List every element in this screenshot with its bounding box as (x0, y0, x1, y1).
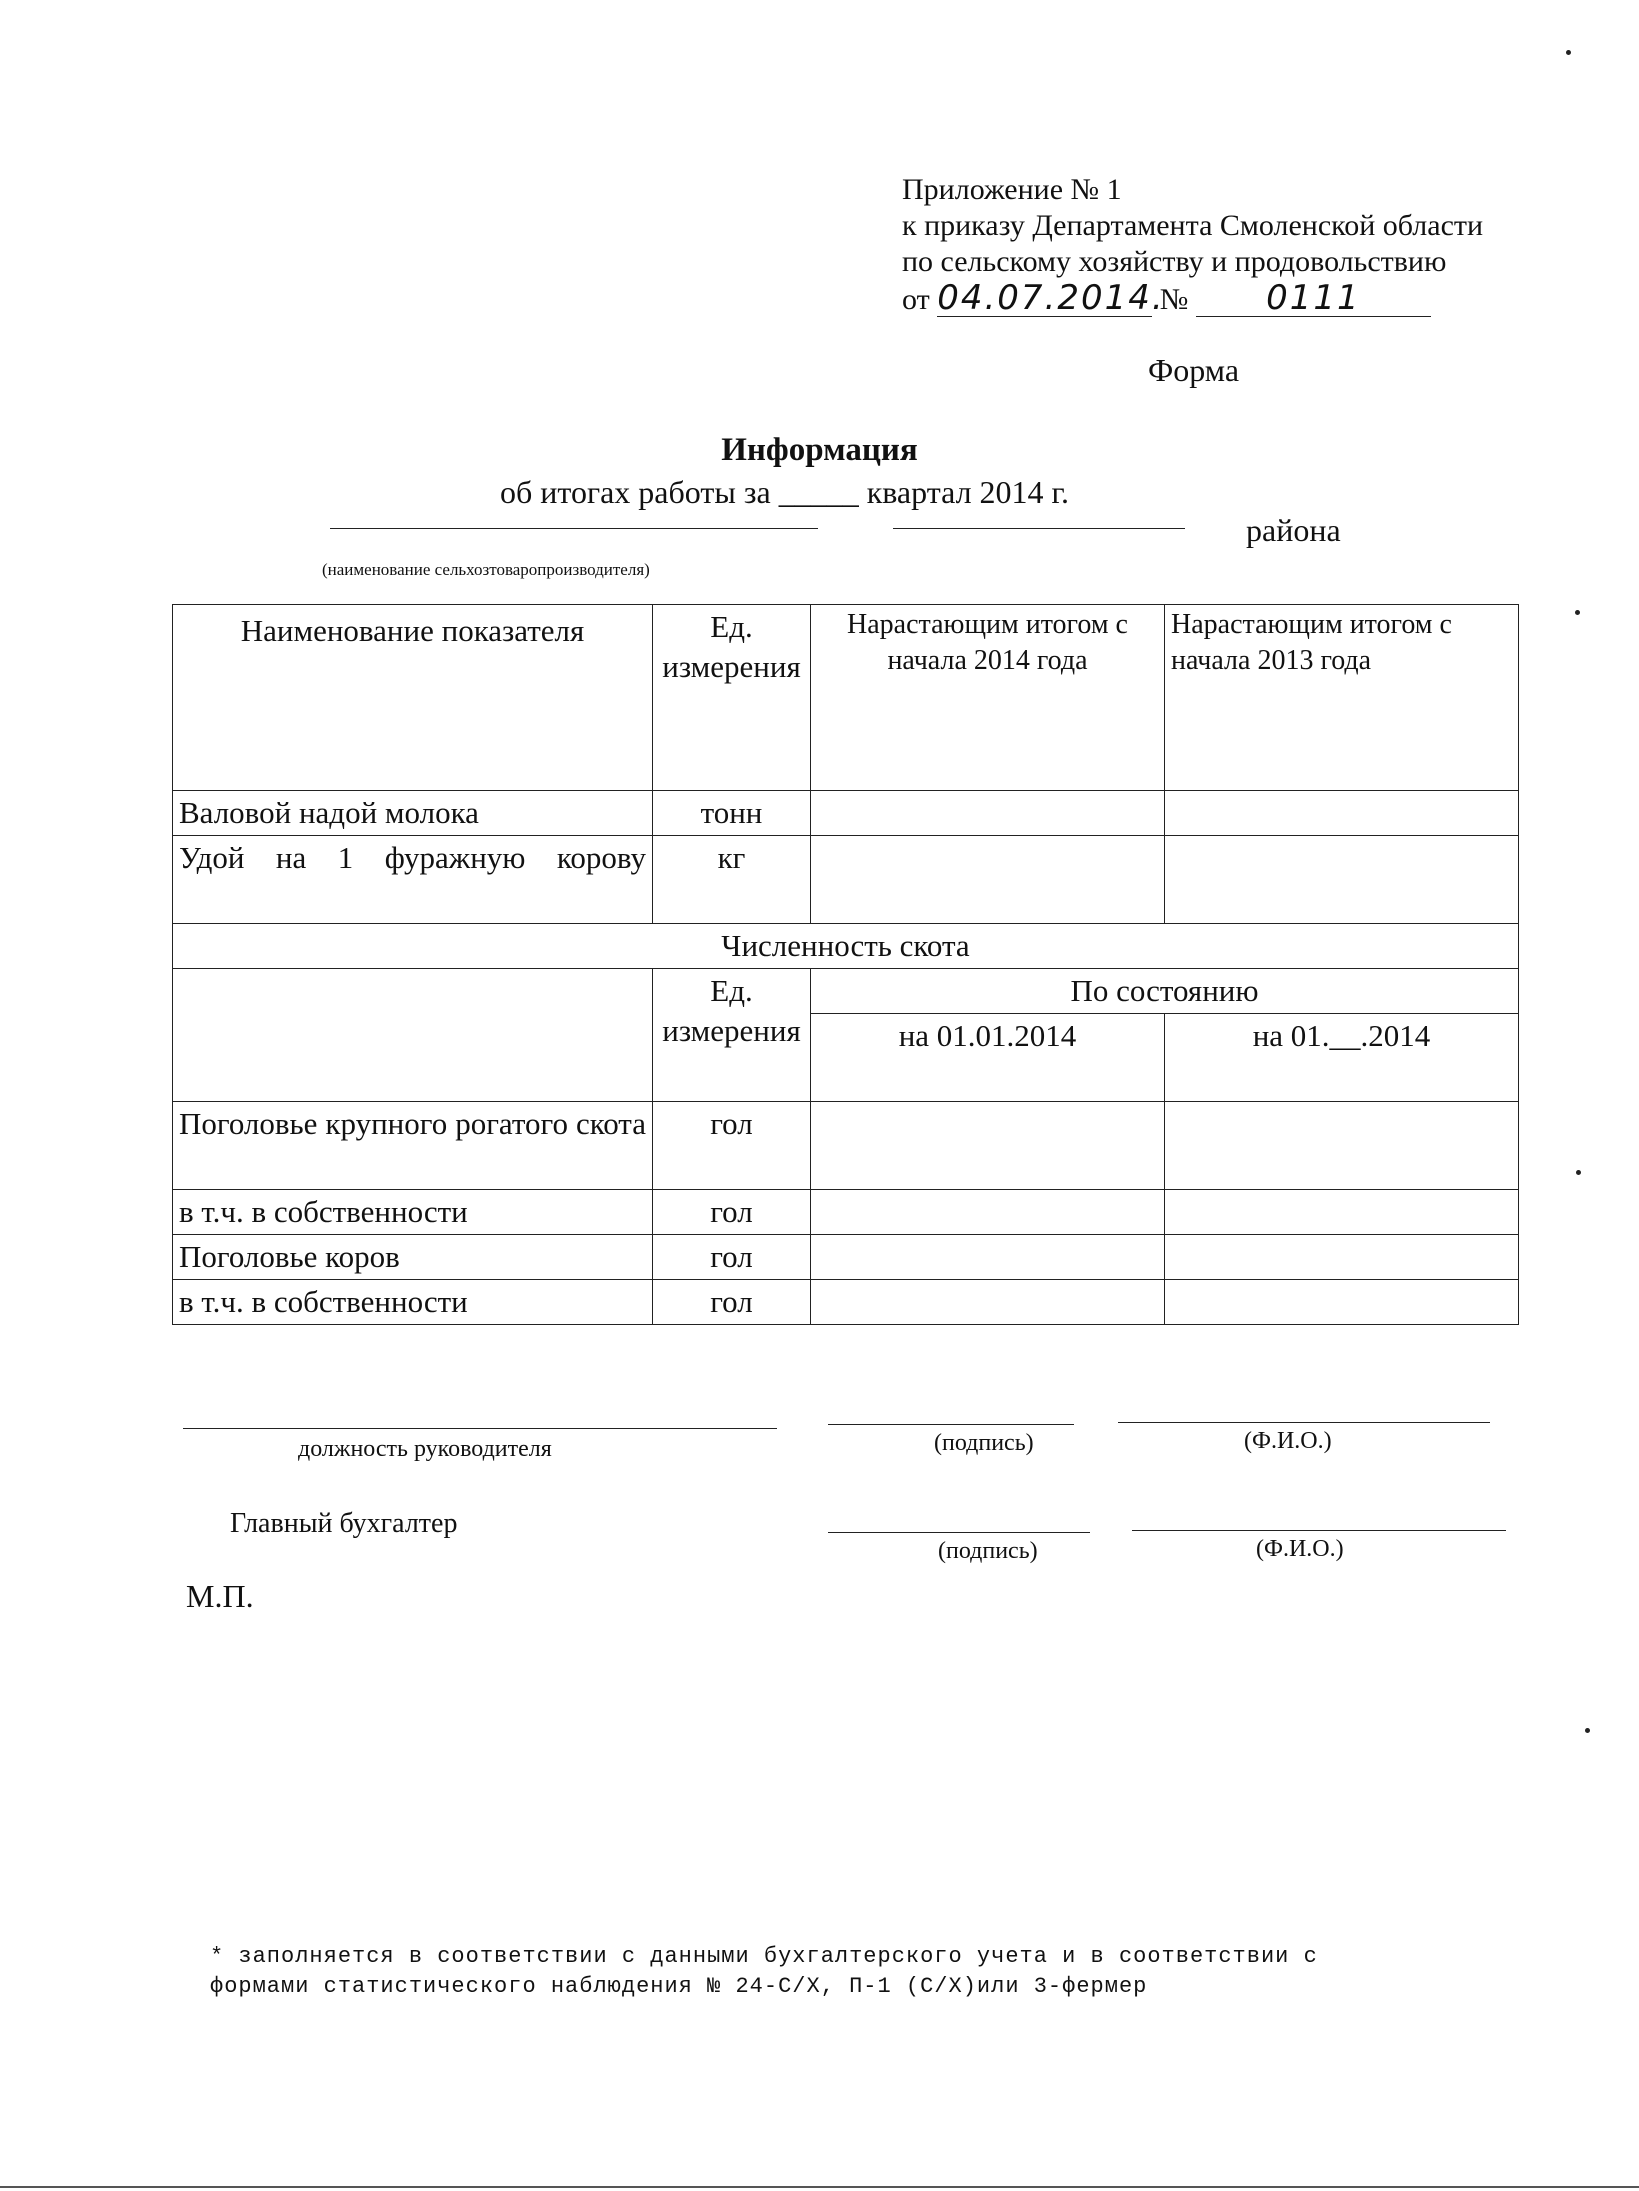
district-name-line (893, 528, 1185, 529)
cell-date2[interactable] (1165, 1280, 1519, 1325)
document-subtitle: об итогах работы за _____ квартал 2014 г. (500, 474, 1070, 510)
cell-2014[interactable] (811, 791, 1165, 836)
cell-date2[interactable] (1165, 1102, 1519, 1190)
district-label: района (1246, 512, 1341, 548)
row-unit: гол (653, 1280, 811, 1325)
position-label: должность руководителя (298, 1436, 552, 1462)
indicators-table (172, 604, 1519, 1325)
head-fio-label: (Ф.И.О.) (1244, 1428, 1332, 1454)
subheader-state: По состоянию (811, 969, 1519, 1014)
scan-speck (1575, 610, 1580, 615)
header-2013: Нарастающим итогом с начала 2013 года (1165, 605, 1519, 791)
date-column-1: на 01.01.2014 (811, 1014, 1165, 1102)
order-number: 0111 (1196, 280, 1431, 317)
header-2014: Нарастающим итогом с начала 2014 года (811, 605, 1165, 791)
date-column-2: на 01.__.2014 (1165, 1014, 1519, 1102)
section-title: Численность скота (173, 924, 1519, 969)
cell-date1[interactable] (811, 1190, 1165, 1235)
subheader-unit: Ед. измерения (653, 969, 811, 1102)
cell-date1[interactable] (811, 1235, 1165, 1280)
head-signature-line (828, 1424, 1074, 1425)
row-unit: тонн (653, 791, 811, 836)
head-signature-label: (подпись) (934, 1430, 1034, 1456)
ot-label: от (902, 283, 930, 316)
row-name: Валовой надой молока (173, 791, 653, 836)
row-unit: гол (653, 1190, 811, 1235)
subheader-empty (173, 969, 653, 1102)
appendix-order-line (902, 280, 1483, 318)
row-unit: гол (653, 1102, 811, 1190)
cell-2013[interactable] (1165, 836, 1519, 924)
table-row (173, 1102, 1519, 1190)
row-name: в т.ч. в собственности (173, 1280, 653, 1325)
cell-date2[interactable] (1165, 1235, 1519, 1280)
row-name: Удой на 1 фуражную корову (173, 836, 653, 924)
header-unit: Ед. измерения (653, 605, 811, 791)
table-row (173, 1235, 1519, 1280)
stamp-place-label: М.П. (186, 1578, 254, 1614)
scan-bottom-edge (0, 2186, 1639, 2188)
chief-accountant-label: Главный бухгалтер (230, 1508, 458, 1539)
accountant-fio-label: (Ф.И.О.) (1256, 1536, 1344, 1562)
row-name: в т.ч. в собственности (173, 1190, 653, 1235)
footnote-line-2: формами статистического наблюдения № 24-С/Х, П-1 (С/Х)или 3-фермер (210, 1974, 1148, 1999)
accountant-fio-line (1132, 1530, 1506, 1531)
row-name: Поголовье коров (173, 1235, 653, 1280)
row-unit: гол (653, 1235, 811, 1280)
number-label: № (1159, 283, 1189, 316)
scan-speck (1585, 1728, 1590, 1733)
head-fio-line (1118, 1422, 1490, 1423)
appendix-line-1: Приложение № 1 (902, 173, 1122, 206)
cell-date1[interactable] (811, 1102, 1165, 1190)
form-label: Форма (1148, 352, 1240, 388)
appendix-line-2: к приказу Департамента Смоленской области (902, 209, 1484, 242)
appendix-block (902, 172, 1483, 318)
footnote-line-1: * заполняется в соответствии с данными бухгалтерского учета и в соответствии с (210, 1944, 1318, 1969)
position-line (183, 1428, 777, 1429)
cell-2013[interactable] (1165, 791, 1519, 836)
document-title: Информация (721, 432, 918, 468)
table-row (173, 1280, 1519, 1325)
section-row (173, 924, 1519, 969)
order-date: 04.07.2014. (937, 278, 1165, 318)
row-unit: кг (653, 836, 811, 924)
subheader-row (173, 969, 1519, 1014)
cell-date2[interactable] (1165, 1190, 1519, 1235)
accountant-signature-line (828, 1532, 1090, 1533)
scan-speck (1576, 1170, 1581, 1175)
table-row (173, 836, 1519, 924)
producer-hint: (наименование сельхозтоваропроизводителя) (322, 560, 650, 579)
table-row (173, 791, 1519, 836)
cell-date1[interactable] (811, 1280, 1165, 1325)
header-indicator: Наименование показателя (173, 605, 653, 791)
table-header-row (173, 605, 1519, 791)
table-row (173, 1190, 1519, 1235)
appendix-line-3: по сельскому хозяйству и продовольствию (902, 245, 1447, 278)
producer-name-line (330, 528, 818, 529)
cell-2014[interactable] (811, 836, 1165, 924)
accountant-signature-label: (подпись) (938, 1538, 1038, 1564)
row-name: Поголовье крупного рогатого скота (173, 1102, 653, 1190)
footnote (210, 1942, 1318, 2002)
scan-speck (1566, 50, 1571, 55)
